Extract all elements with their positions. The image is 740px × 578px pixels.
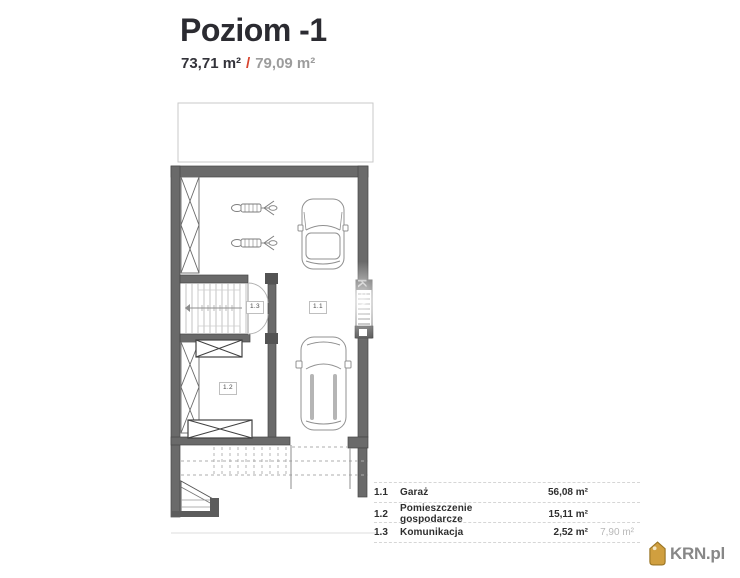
legend-row-garage — [374, 482, 640, 502]
motorcycle-icon — [232, 201, 278, 215]
legend-row-corridor — [374, 522, 640, 543]
car-icon — [296, 337, 351, 430]
legend-room-area: 56,08 m² — [547, 487, 588, 498]
krn-logo — [648, 541, 725, 566]
room-label-garage: 1.1 — [309, 301, 327, 314]
room-label-corridor: 1.3 — [246, 301, 264, 314]
driveway-ramp — [181, 447, 368, 477]
car-icon — [298, 199, 348, 269]
legend-room-name: Pomieszczenie gospodarcze — [400, 503, 473, 525]
staircase — [185, 283, 248, 333]
legend-room-number: 1.2 — [374, 508, 388, 520]
legend-row-utility — [374, 502, 640, 525]
area-primary: 73,71 m² — [181, 55, 242, 72]
terrace-outline — [178, 103, 373, 162]
krn-logo-text: KRN.pl — [670, 543, 725, 563]
watermark-text: KRN — [355, 279, 369, 311]
room-label-utility: 1.2 — [219, 382, 237, 395]
driveway-edges — [291, 445, 350, 489]
legend-table — [374, 482, 640, 543]
legend-room-name: Garaż — [400, 487, 429, 498]
legend-room-number: 1.1 — [374, 487, 388, 498]
legend-room-area: 15,11 m² — [548, 508, 588, 520]
legend-room-area-alt: 7,90 m² — [600, 527, 634, 538]
area-secondary: 79,09 m² — [255, 55, 316, 72]
legend-room-name: Komunikacja — [400, 527, 464, 538]
legend-room-number: 1.3 — [374, 527, 388, 538]
page-title: Poziom -1 — [180, 12, 327, 48]
legend-room-area: 2,52 m² — [553, 527, 588, 538]
light-well — [355, 280, 373, 338]
motorcycle-icon — [232, 236, 278, 250]
area-separator: / — [246, 55, 251, 72]
krn-house-icon — [648, 541, 667, 566]
